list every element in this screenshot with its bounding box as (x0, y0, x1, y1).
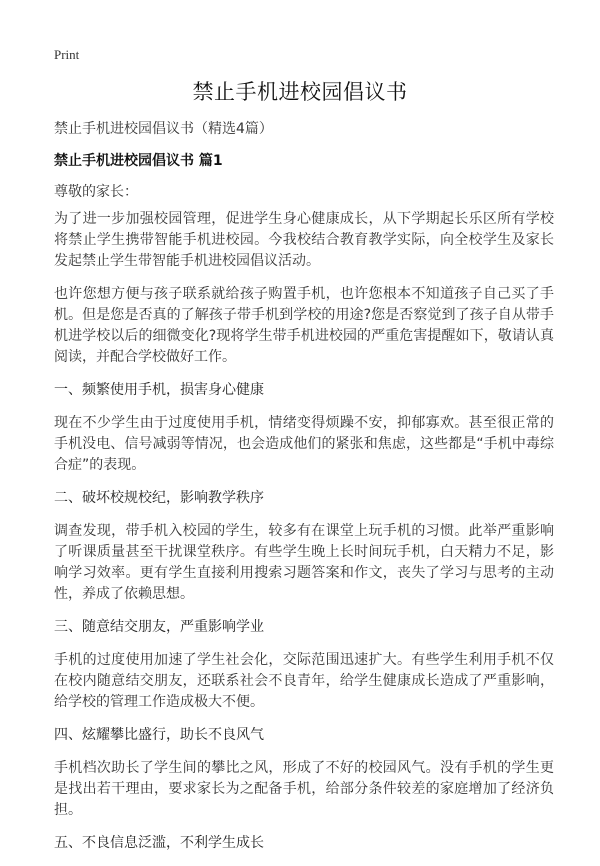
print-link[interactable]: Print (54, 47, 80, 62)
paragraph: 手机的过度使用加速了学生社会化，交际范围迅速扩大。有些学生利用手机不仅在校内随意结交朋友，还联系社会不良青年，给学生健康成长造成了严重影响，给学校的管理工作造成极大不便。 (54, 652, 554, 710)
article-body (54, 209, 554, 866)
subheading: 一、频繁使用手机，损害身心健康 (54, 382, 264, 398)
subheading: 二、破坏校规校纪，影响教学秩序 (54, 490, 264, 506)
subheading: 四、炫耀攀比盛行，助长不良风气 (54, 727, 264, 743)
paragraph: 手机档次助长了学生间的攀比之风，形成了不好的校园风气。没有手机的学生更是找出若干理由，要求家长为之配备手机，给部分条件较差的家庭增加了经济负担。 (54, 760, 554, 818)
subheading: 三、随意结交朋友，严重影响学业 (54, 619, 264, 635)
paragraph: 为了进一步加强校园管理，促进学生身心健康成长，从下学期起长乐区所有学校将禁止学生携带智能手机进校园。今我校结合教育教学实际，向全校学生及家长发起禁止学生带智能手机进校园倡议活动。 (54, 211, 554, 269)
document-title: 禁止手机进校园倡议书 (192, 80, 408, 104)
document-subtitle: 禁止手机进校园倡议书（精选4篇） (54, 121, 273, 137)
greeting: 尊敬的家长： (54, 184, 138, 200)
paragraph: 调查发现，带手机入校园的学生，较多有在课堂上玩手机的习惯。此举严重影响了听课质量甚至干扰课堂秩序。有些学生晚上长时间玩手机，白天精力不足，影响学习效率。更有学生直接利用搜索习题答案和作文，丧失了学习与思考的主动性，养成了依赖思想。 (54, 523, 554, 602)
paragraph: 现在不少学生由于过度使用手机，情绪变得烦躁不安，抑郁寡欢。甚至很正常的手机没电、信号减弱等情况，也会造成他们的紧张和焦虑，这些都是“手机中毒综合症”的表现。 (54, 415, 554, 473)
section-title: 禁止手机进校园倡议书 篇1 (54, 153, 223, 169)
subheading: 五、不良信息泛滥，不利学生成长 (54, 835, 264, 851)
paragraph: 也许您想方便与孩子联系就给孩子购置手机，也许您根本不知道孩子自己买了手机。但是您是否真的了解孩子带手机到学校的用途?您是否察觉到了孩子自从带手机进学校以后的细微变化?现将学生带手机进校园的严重危害提醒如下，敬请认真阅读，并配合学校做好工作。 (54, 286, 554, 365)
